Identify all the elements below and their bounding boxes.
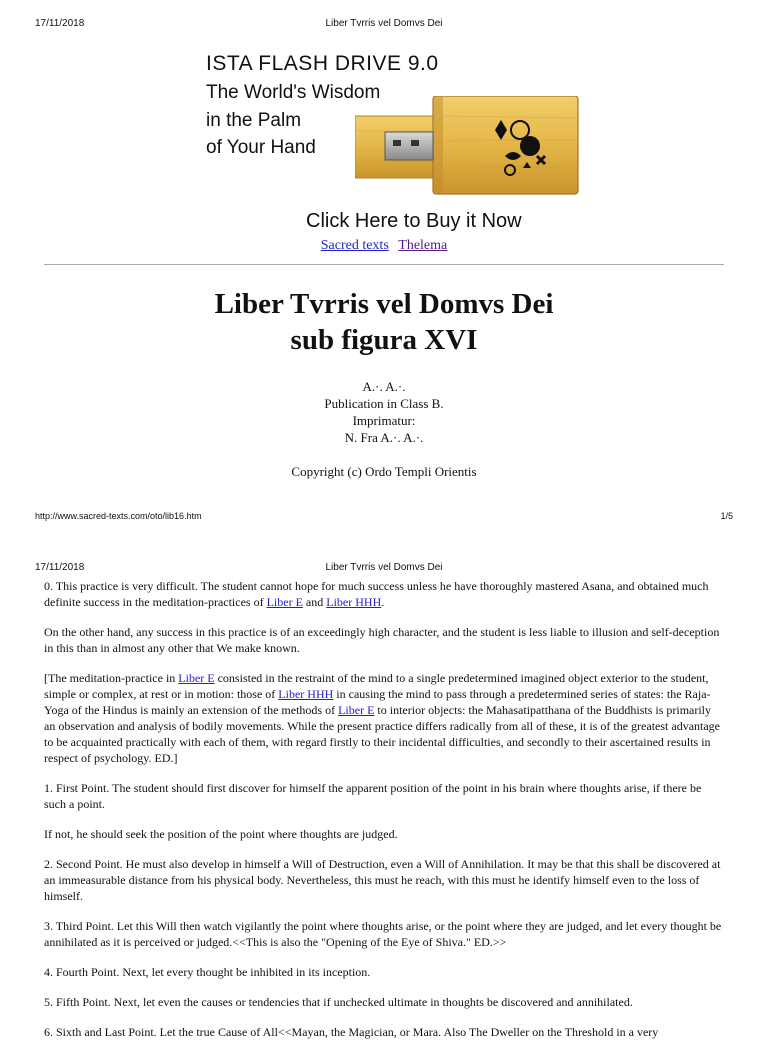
page2-header (35, 562, 733, 576)
print-date: 17/11/2018 (35, 18, 85, 29)
page-number: 1/5 (720, 511, 733, 521)
title-line-1: Liber Tvrris vel Domvs Dei (214, 288, 554, 320)
flash-drive-ad[interactable] (200, 48, 560, 238)
credit-line: Publication in Class B. (324, 396, 444, 411)
thelema-link[interactable]: Thelema (398, 238, 448, 253)
article-body (44, 578, 724, 1054)
paragraph-second-point: 2. Second Point. He must also develop in himself a Will of Destruction, even a Will of Annihilation. It may be that this shall be discovered at an immeasurable distance from his physical body. Nevertheless, this must he reach, with this must he identify himself even to the loss of himself. (44, 857, 721, 903)
liber-hhh-link[interactable]: Liber HHH (278, 687, 334, 701)
copyright-notice: Copyright (c) Ordo Templi Orientis (291, 464, 477, 479)
buy-now-link[interactable]: Click Here to Buy it Now (306, 210, 522, 232)
paragraph-fourth-point: 4. Fourth Point. Next, let every thought be inhibited in its inception. (44, 965, 371, 979)
sacred-texts-link[interactable]: Sacred texts (320, 238, 389, 253)
paragraph-first-point-alt: If not, he should seek the position of the point where thoughts are judged. (44, 827, 398, 841)
print-date: 17/11/2018 (35, 562, 85, 573)
ad-tagline-1: The World's Wisdom (206, 82, 381, 103)
paragraph-1: On the other hand, any success in this practice is of an exceedingly high character, and the student is less liable to illusion and self-deception in this than in almost any other that We make known. (44, 625, 720, 655)
liber-hhh-link[interactable]: Liber HHH (326, 595, 382, 609)
wooden-flash-drive-image (355, 96, 580, 196)
paragraph-sixth-point: 6. Sixth and Last Point. Let the true Cause of All<<Mayan, the Magician, or Mara. Also The Dweller on the Threshold in a very (44, 1025, 659, 1039)
ad-headline: ISTA FLASH DRIVE 9.0 (206, 52, 439, 75)
publication-credits (0, 378, 768, 446)
breadcrumb-nav (0, 238, 768, 254)
paragraph-fifth-point: 5. Fifth Point. Next, let even the causes or tendencies that if unchecked ultimate in thoughts be discovered and annihilated. (44, 995, 633, 1009)
liber-e-link[interactable]: Liber E (266, 595, 303, 609)
ad-tagline-3: of Your Hand (206, 137, 316, 158)
paragraph-0: 0. This practice is very difficult. The student cannot hope for much success unless he have thoroughly mastered Asana, and obtained much definite success in the meditation-practices of Liber E and Liber HHH. (44, 579, 709, 609)
credit-line: N. Fra A.·. A.·. (344, 430, 424, 445)
liber-e-link[interactable]: Liber E (178, 671, 215, 685)
credit-line: A.·. A.·. (362, 379, 406, 394)
credit-line: Imprimatur: (352, 413, 416, 428)
liber-e-link[interactable]: Liber E (338, 703, 375, 717)
page-title (0, 286, 768, 358)
title-line-2: sub figura XVI (290, 324, 478, 356)
page1-header (35, 18, 733, 32)
paragraph-2: [The meditation-practice in Liber E consisted in the restraint of the mind to a single predetermined imagined object exterior to the student, simple or complex, at rest or in motion: those of Liber HHH in causing the mind to pass through a predetermined series of states: the Raja-Yoga of the Hindus is mainly an extension of the methods of Liber E to interior objects: the Mahasatipatthana of the Buddhists is primarily an observation and analysis of bodily movements. While the present practice differs radically from all of these, it is of the greatest advantage to be acquainted practically with each of them, with regard firstly to their incidental difficulties, and secondly to their ascertained results in respect of psychology. ED.] (44, 671, 721, 765)
divider (44, 264, 724, 265)
print-title: Liber Tvrris vel Domvs Dei (325, 562, 443, 573)
paragraph-third-point: 3. Third Point. Let this Will then watch vigilantly the point where thoughts arise, or the point where they are judged, and let every thought be annihilated as it is perceived or judged.<<This is also the "Opening of the Eye of Shiva." ED.>> (44, 919, 722, 949)
paragraph-first-point: 1. First Point. The student should first discover for himself the apparent position of the point in his brain where thoughts arise, if there be such a point. (44, 781, 702, 811)
source-url: http://www.sacred-texts.com/oto/lib16.htm (35, 511, 202, 521)
ad-tagline-2: in the Palm (206, 110, 302, 131)
print-title: Liber Tvrris vel Domvs Dei (325, 18, 443, 29)
